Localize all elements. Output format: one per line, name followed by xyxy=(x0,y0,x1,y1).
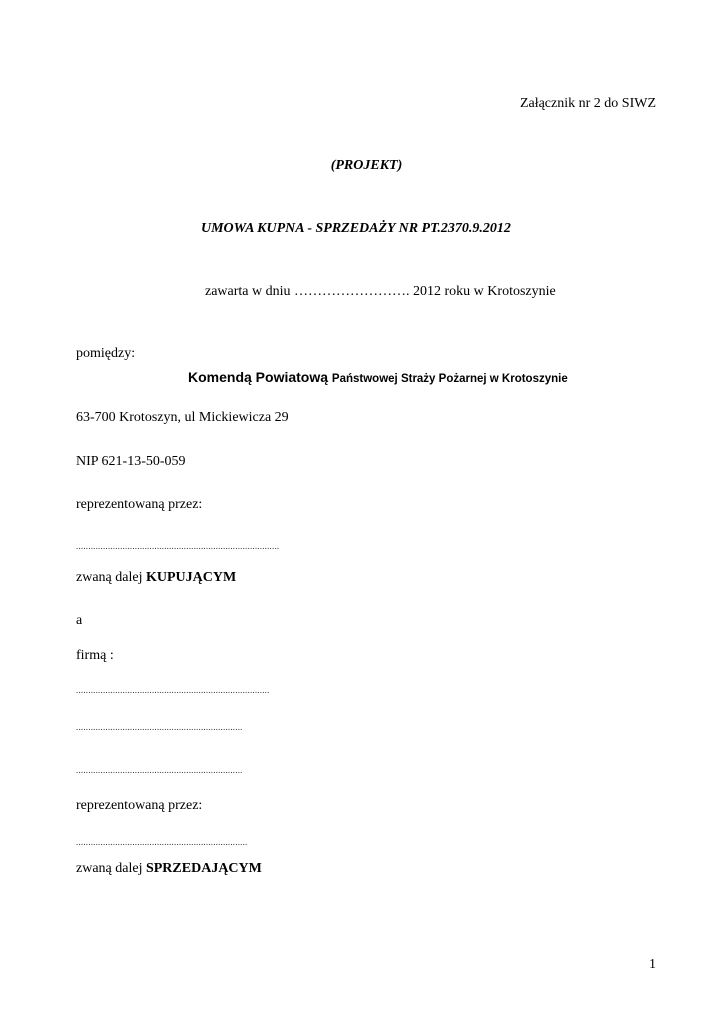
firm-placeholder-3: .................................................................... xyxy=(76,765,243,775)
buyer-name-part-a: Komendą Powiatową xyxy=(188,369,329,385)
buyer-role: KUPUJĄCYM xyxy=(145,570,237,585)
contract-title: UMOWA KUPNA - SPRZEDAŻY NR PT.2370.9.2012 xyxy=(201,221,511,236)
buyer-name xyxy=(188,368,568,388)
seller-role: SPRZEDAJĄCYM xyxy=(145,861,262,876)
represented-by-label-2: reprezentowaną przez: xyxy=(76,798,203,813)
buyer-name-part-b: Państwowej Straży Pożarnej w Krotoszynie xyxy=(331,373,568,385)
representative-placeholder-2: ...................................................................... xyxy=(76,837,248,847)
buyer-nip: NIP 621-13-50-059 xyxy=(76,454,186,469)
page-number: 1 xyxy=(649,957,656,972)
attachment-note: Załącznik nr 2 do SIWZ xyxy=(519,96,656,111)
concluded-line: zawarta w dniu ……………………. 2012 roku w Krotoszynie xyxy=(205,284,556,299)
firm-placeholder-2: .................................................................... xyxy=(76,722,243,732)
buyer-role-prefix: zwaną dalej xyxy=(76,570,146,585)
representative-placeholder-1: ................................................................................... xyxy=(76,541,280,551)
draft-label: (PROJEKT) xyxy=(330,158,403,173)
buyer-address: 63-700 Krotoszyn, ul Mickiewicza 29 xyxy=(76,410,289,425)
represented-by-label-1: reprezentowaną przez: xyxy=(76,497,203,512)
firm-label: firmą : xyxy=(76,648,114,663)
firm-placeholder-1: ............................................................................... xyxy=(76,685,270,695)
buyer-role-line xyxy=(76,569,236,587)
seller-role-line xyxy=(76,860,262,878)
between-label: pomiędzy: xyxy=(76,346,136,361)
and-label: a xyxy=(76,613,83,628)
seller-role-prefix: zwaną dalej xyxy=(76,861,146,876)
